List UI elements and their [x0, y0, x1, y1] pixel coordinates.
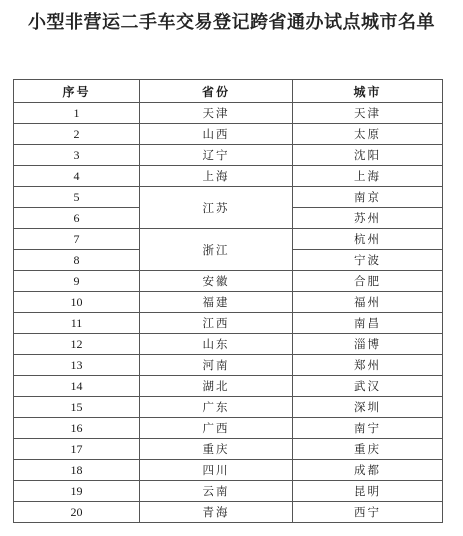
city-cell: 淄博	[293, 334, 443, 355]
province-cell: 辽宁	[140, 145, 293, 166]
province-cell: 广东	[140, 397, 293, 418]
index-cell: 20	[14, 502, 140, 523]
table-row	[14, 376, 443, 397]
city-cell: 南京	[293, 187, 443, 208]
header-city: 城市	[293, 80, 443, 103]
header-index: 序号	[14, 80, 140, 103]
city-cell: 南昌	[293, 313, 443, 334]
table-row	[14, 166, 443, 187]
index-cell: 8	[14, 250, 140, 271]
index-cell: 10	[14, 292, 140, 313]
province-cell: 山西	[140, 124, 293, 145]
city-cell: 昆明	[293, 481, 443, 502]
table-row	[14, 103, 443, 124]
city-cell: 武汉	[293, 376, 443, 397]
province-cell: 上海	[140, 166, 293, 187]
table-row	[14, 502, 443, 523]
city-cell: 重庆	[293, 439, 443, 460]
province-cell: 山东	[140, 334, 293, 355]
document-title: 小型非营运二手车交易登记跨省通办试点城市名单	[28, 12, 435, 33]
province-cell: 湖北	[140, 376, 293, 397]
city-cell: 天津	[293, 103, 443, 124]
index-cell: 3	[14, 145, 140, 166]
province-cell: 青海	[140, 502, 293, 523]
table-row	[14, 292, 443, 313]
pilot-city-table	[13, 79, 443, 523]
province-cell: 重庆	[140, 439, 293, 460]
table-body	[14, 103, 443, 523]
province-cell: 江西	[140, 313, 293, 334]
table-row	[14, 355, 443, 376]
table-row	[14, 313, 443, 334]
city-cell: 南宁	[293, 418, 443, 439]
index-cell: 5	[14, 187, 140, 208]
table-header-row	[14, 80, 443, 103]
index-cell: 15	[14, 397, 140, 418]
table-row	[14, 229, 443, 250]
index-cell: 6	[14, 208, 140, 229]
city-cell: 郑州	[293, 355, 443, 376]
province-cell: 福建	[140, 292, 293, 313]
index-cell: 9	[14, 271, 140, 292]
city-cell: 沈阳	[293, 145, 443, 166]
city-cell: 杭州	[293, 229, 443, 250]
table-row	[14, 187, 443, 208]
index-cell: 1	[14, 103, 140, 124]
province-cell: 广西	[140, 418, 293, 439]
table-row	[14, 481, 443, 502]
index-cell: 14	[14, 376, 140, 397]
city-cell: 西宁	[293, 502, 443, 523]
province-cell: 四川	[140, 460, 293, 481]
city-cell: 太原	[293, 124, 443, 145]
index-cell: 12	[14, 334, 140, 355]
city-cell: 上海	[293, 166, 443, 187]
table-row	[14, 145, 443, 166]
table-row	[14, 124, 443, 145]
province-cell: 云南	[140, 481, 293, 502]
city-cell: 苏州	[293, 208, 443, 229]
index-cell: 17	[14, 439, 140, 460]
table-row	[14, 460, 443, 481]
province-cell: 江苏	[140, 187, 293, 229]
city-cell: 合肥	[293, 271, 443, 292]
index-cell: 7	[14, 229, 140, 250]
province-cell: 浙江	[140, 229, 293, 271]
table-row	[14, 397, 443, 418]
city-cell: 宁波	[293, 250, 443, 271]
table-row	[14, 271, 443, 292]
index-cell: 11	[14, 313, 140, 334]
province-cell: 安徽	[140, 271, 293, 292]
index-cell: 13	[14, 355, 140, 376]
index-cell: 18	[14, 460, 140, 481]
city-cell: 深圳	[293, 397, 443, 418]
table-row	[14, 439, 443, 460]
index-cell: 2	[14, 124, 140, 145]
province-cell: 河南	[140, 355, 293, 376]
table-row	[14, 418, 443, 439]
city-cell: 福州	[293, 292, 443, 313]
city-cell: 成都	[293, 460, 443, 481]
header-province: 省份	[140, 80, 293, 103]
province-cell: 天津	[140, 103, 293, 124]
index-cell: 16	[14, 418, 140, 439]
index-cell: 4	[14, 166, 140, 187]
index-cell: 19	[14, 481, 140, 502]
table-row	[14, 334, 443, 355]
